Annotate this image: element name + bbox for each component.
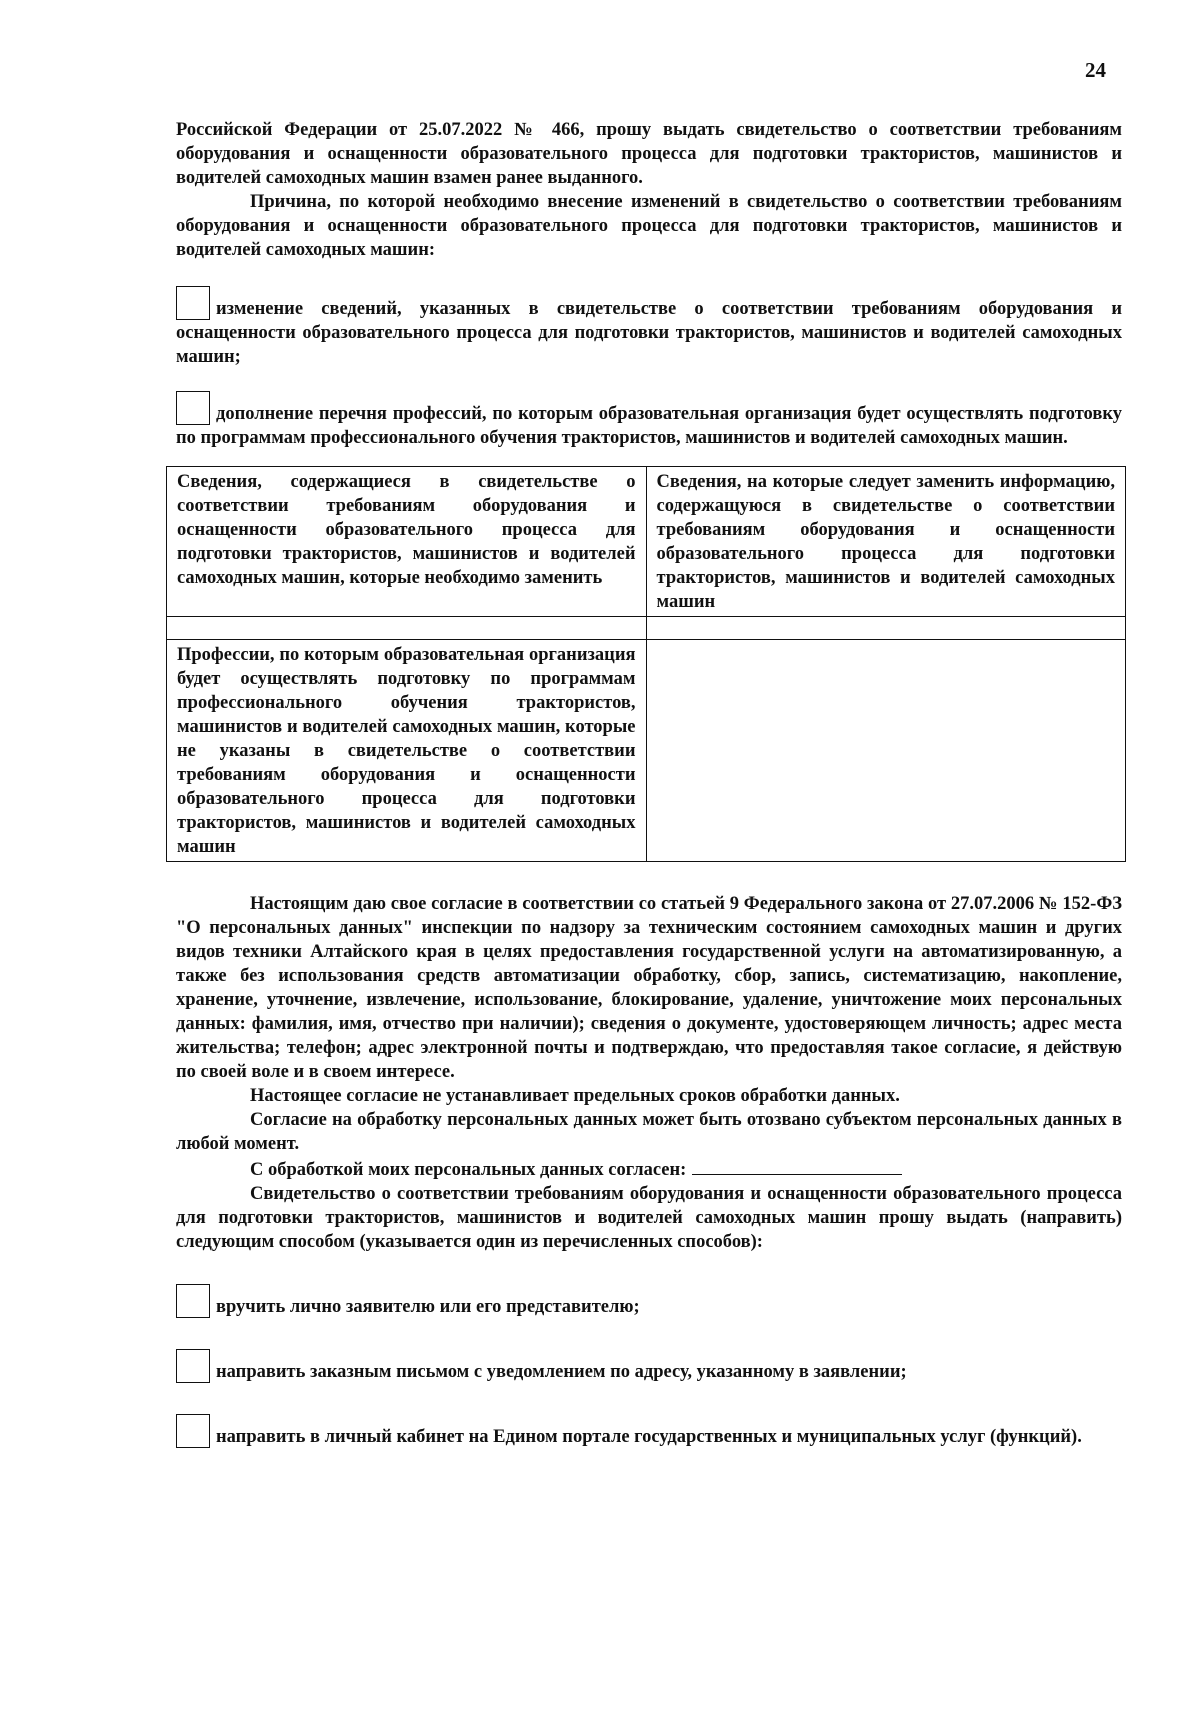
table-row [167,467,1126,617]
delivery-in-person-checkbox[interactable] [176,1284,210,1318]
delivery-in-person-label: вручить лично заявителю или его представителю; [216,1297,640,1317]
reason-changes-label: изменение сведений, указанных в свидетельстве о соответствии требованиям оборудования и оснащенности образовательного процесса для подготовки трактористов, машинистов и водителей самоходных машин; [176,299,1122,367]
reason-professions-checkbox[interactable] [176,391,210,425]
delivery-option-portal [176,1414,1122,1449]
page-number: 24 [1085,58,1106,82]
delivery-portal-label: направить в личный кабинет на Едином портале государственных и муниципальных услуг (функций). [216,1427,1082,1447]
delivery-option-mail [176,1349,1122,1384]
consent-agree [176,1156,1122,1182]
reason-heading: Причина, по которой необходимо внесение изменений в свидетельство о соответствии требованиям оборудования и оснащенности образовательного процесса для подготовки трактористов, машинистов и водителей самоходных машин: [176,192,1122,260]
delivery-portal-checkbox[interactable] [176,1414,210,1448]
reason-professions-label: дополнение перечня профессий, по которым образовательная организация будет осуществлять подготовку по программам профессионального обучения трактористов, машинистов и водителей самоходных машин. [176,404,1122,448]
table-cell-replace-from[interactable] [167,617,647,640]
delivery-heading: Свидетельство о соответствии требованиям оборудования и оснащенности образовательного процесса для подготовки трактористов, машинистов и водителей самоходных машин прошу выдать (направить) следующим способом (указывается один из перечисленных способов): [176,1184,1122,1252]
delivery-mail-checkbox[interactable] [176,1349,210,1383]
table-header-left: Сведения, содержащиеся в свидетельстве о соответствии требованиям оборудования и оснащенности образовательного процесса для подготовки трактористов, машинистов и водителей самоходных машин, которые необходимо заменить [167,467,647,617]
table-professions-left: Профессии, по которым образовательная организация будет осуществлять подготовку по программам профессионального обучения трактористов, машинистов и водителей самоходных машин, которые не указаны в свидетельстве о соответствии требованиям оборудования и оснащенности образовательного процесса для подготовки трактористов, машинистов и водителей самоходных машин [167,640,647,862]
reason-changes-checkbox[interactable] [176,286,210,320]
signature-line[interactable] [692,1156,902,1175]
intro-paragraph: Российской Федерации от 25.07.2022 № 466, прошу выдать свидетельство о соответствии требованиям оборудования и оснащенности образовательного процесса для подготовки трактористов, машинистов и водителей самоходных машин взамен ранее выданного. [176,120,1122,188]
table-cell-replace-to[interactable] [646,617,1126,640]
table-row [167,640,1126,862]
consent-paragraph: Настоящим даю свое согласие в соответствии со статьей 9 Федерального закона от 27.07.2006 № 152-ФЗ "О персональных данных" инспекции по надзору за техническим состоянием самоходных машин и других видов техники Алтайского края в целях предоставления государственной услуги на автоматизированную, а также без использования средств автоматизации обработку, сбор, запись, систематизацию, накопление, хранение, уточнение, извлечение, использование, блокирование, удаление, уничтожение моих персональных данных: фамилия, имя, отчество при наличии); сведения о документе, удостоверяющем личность; адрес места жительства; телефон; адрес электронной почты и подтверждаю, что предоставляя такое согласие, я действую по своей воле и в своем интересе. [176,894,1122,1082]
changes-table [166,466,1126,862]
consent-revoke: Согласие на обработку персональных данных может быть отозвано субъектом персональных данных в любой момент. [176,1110,1122,1154]
consent-no-limit: Настоящее согласие не устанавливает предельных сроков обработки данных. [250,1086,900,1106]
document-body [176,118,1122,1449]
delivery-mail-label: направить заказным письмом с уведомлением по адресу, указанному в заявлении; [216,1362,907,1382]
reason-option-changes [176,286,1122,369]
delivery-option-in-person [176,1284,1122,1319]
table-row-empty [167,617,1126,640]
delivery-methods [176,1284,1122,1449]
consent-agree-label: С обработкой моих персональных данных согласен: [250,1160,687,1180]
table-professions-right[interactable] [646,640,1126,862]
reason-option-professions [176,391,1122,450]
table-header-right: Сведения, на которые следует заменить информацию, содержащуюся в свидетельстве о соответствии требованиям оборудования и оснащенности образовательного процесса для подготовки трактористов, машинистов и водителей самоходных машин [646,467,1126,617]
